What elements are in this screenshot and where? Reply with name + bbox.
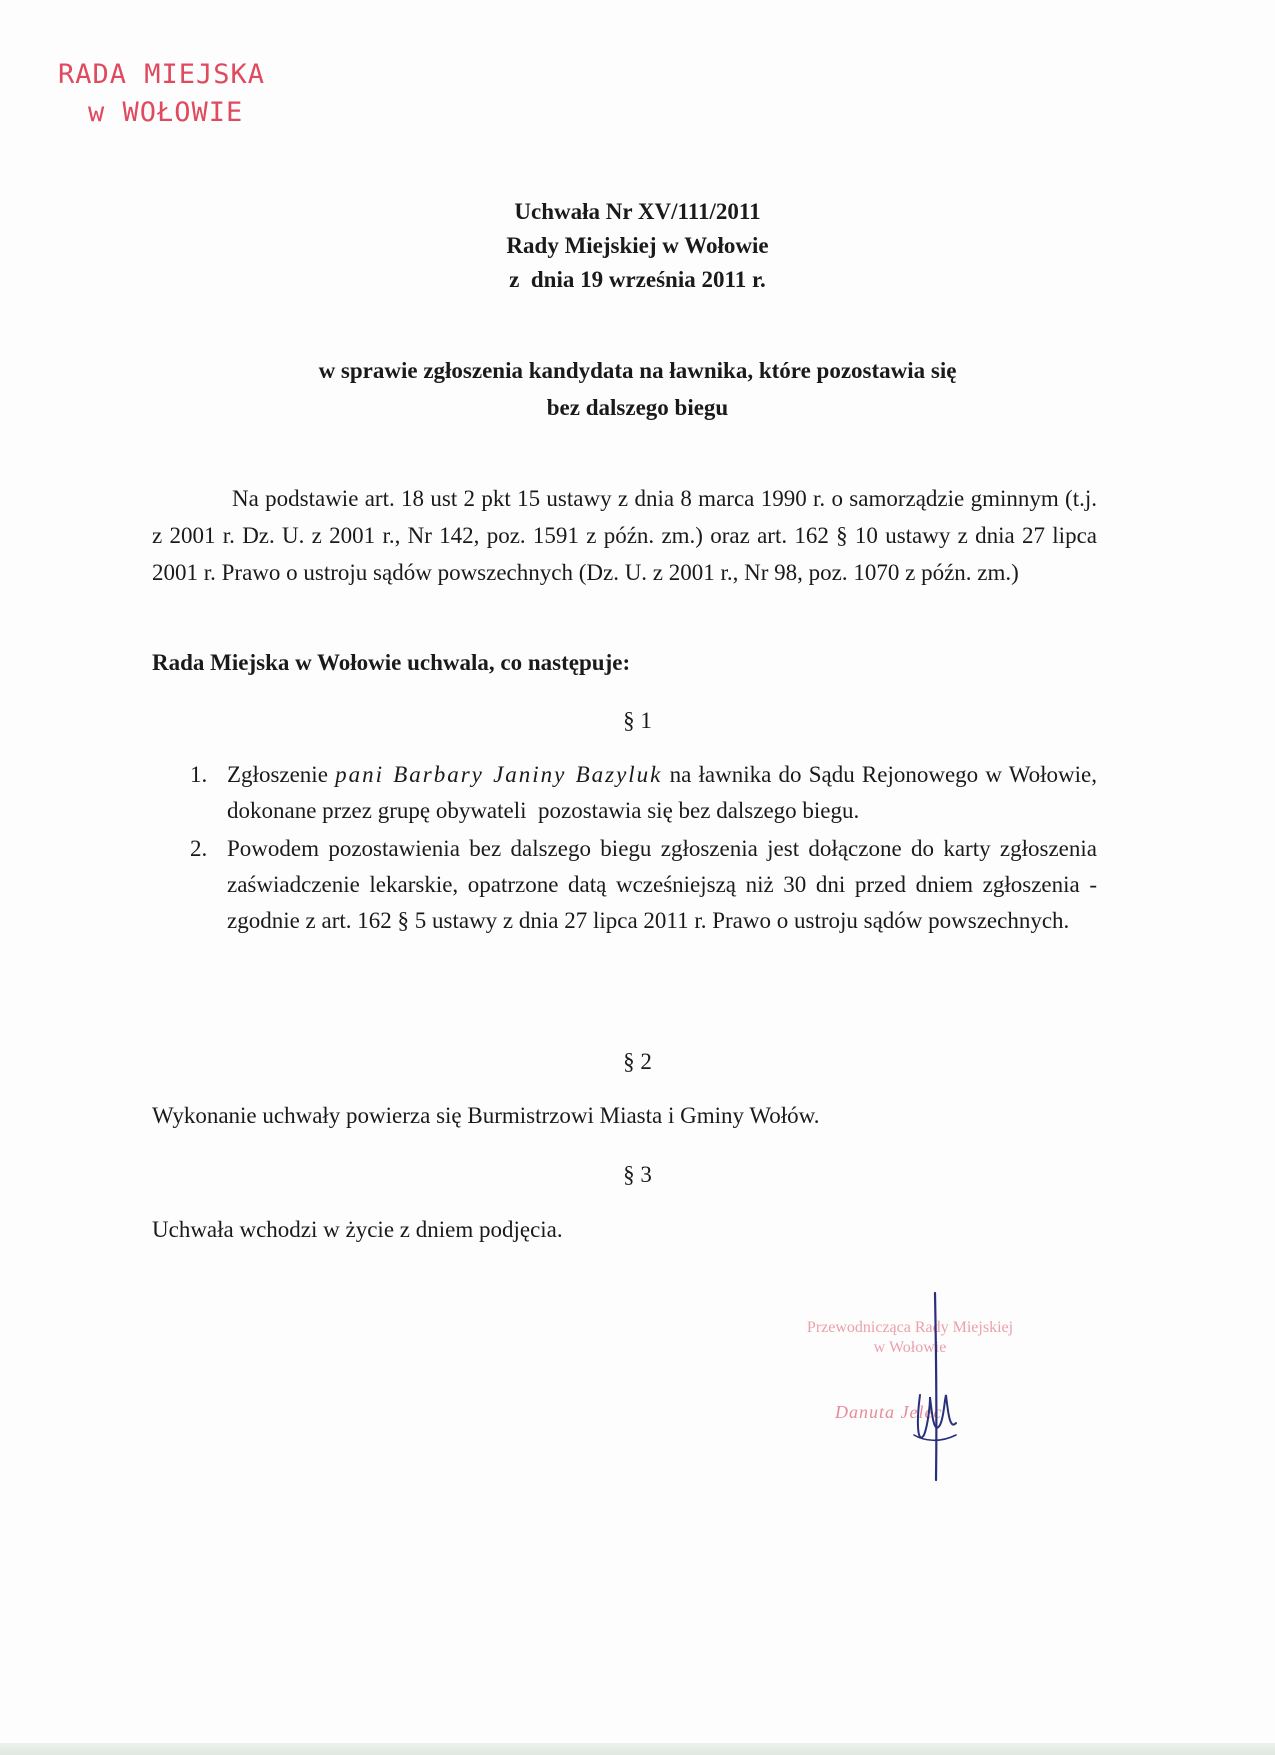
section-1-list — [190, 757, 1103, 939]
list-item-number: 2. — [190, 836, 208, 861]
section-2-mark: § 2 — [623, 1049, 652, 1074]
section-2-text: Wykonanie uchwały powierza się Burmistrzowi Miasta i Gminy Wołów. — [152, 1103, 820, 1128]
chairperson-stamp-line2: w Wołowie — [873, 1339, 947, 1356]
section-1-mark: § 1 — [623, 708, 652, 733]
chairperson-name: Danuta Jelec — [835, 1402, 943, 1422]
council-stamp-line2: w WOŁOWIE — [88, 97, 244, 128]
subject-line1: w sprawie zgłoszenia kandydata na ławnika, które pozostawia się — [318, 358, 957, 383]
resolution-subject — [0, 352, 1275, 426]
candidate-name: pani Barbary Janiny Bazyluk — [335, 762, 663, 787]
title-line-number: Uchwała Nr XV/111/2011 — [514, 199, 761, 224]
council-stamp — [58, 56, 265, 132]
title-line-date: z dnia 19 września 2011 r. — [509, 267, 766, 292]
list-item-text-before: Zgłoszenie — [227, 762, 336, 787]
subject-line2: bez dalszego biegu — [546, 395, 729, 420]
list-item-text-after: na ławnika do Sądu Rejonowego w Wołowie, dokonane przez grupę obywateli pozostawia się bez dalszego biegu. — [227, 762, 1103, 823]
resolves-heading: Rada Miejska w Wołowie uchwala, co następuje: — [152, 650, 631, 675]
list-item-text: Powodem pozostawienia bez dalszego biegu zgłoszenia jest dołączone do karty zgłoszenia zaświadczenie lekarskie, opatrzone datą wcześniejszą niż 30 dni przed dniem zgłoszenia - zgodnie z art. 162 § 5 ustawy z dnia 27 lipca 2011 r. Prawo o ustroju sądów powszechnych. — [227, 836, 1097, 933]
resolution-title — [0, 195, 1275, 297]
council-stamp-line1: RADA MIEJSKA — [58, 59, 266, 90]
title-line-council: Rady Miejskiej w Wołowie — [506, 233, 769, 258]
legal-basis-paragraph: Na podstawie art. 18 ust 2 pkt 15 ustawy z dnia 8 marca 1990 r. o samorządzie gminnym (t.j. z 2001 r. Dz. U. z 2001 r., Nr 142, poz. 1591 z późn. zm.) oraz art. 162 § 10 ustawy z dnia 27 lipca 2001 r. Prawo o ustroju sądów powszechnych (Dz. U. z 2001 r., Nr 98, poz. 1070 z późn. zm.) — [152, 486, 1097, 585]
section-3-text: Uchwała wchodzi w życie z dniem podjęcia. — [152, 1217, 563, 1242]
list-item-number: 1. — [190, 762, 208, 787]
list-item — [190, 831, 1097, 939]
section-3-mark: § 3 — [623, 1162, 652, 1187]
list-item — [190, 757, 1103, 829]
chairperson-stamp-line1: Przewodnicząca Rady Miejskiej — [806, 1319, 1014, 1336]
handwritten-signature — [900, 1285, 980, 1485]
